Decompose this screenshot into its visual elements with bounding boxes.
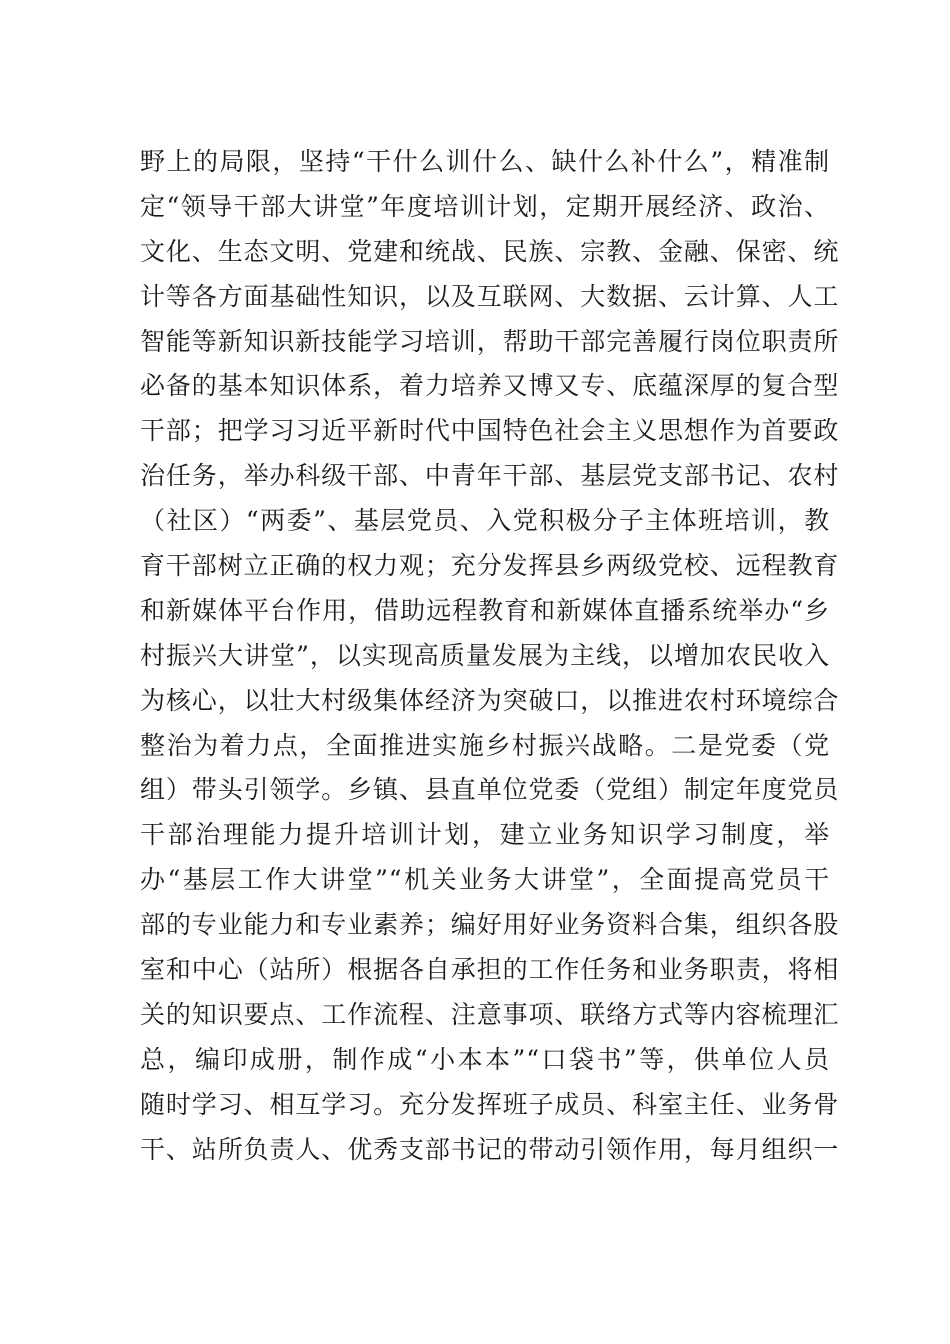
text-line: 必备的基本知识体系，着力培养又博又专、底蕴深厚的复合型 — [140, 371, 840, 401]
text-line: 文化、生态文明、党建和统战、民族、宗教、金融、保密、统 — [140, 236, 840, 266]
text-line: 关的知识要点、工作流程、注意事项、联络方式等内容梳理汇 — [140, 999, 840, 1029]
text-line: 为核心，以壮大村级集体经济为突破口，以推进农村环境综合 — [140, 685, 840, 715]
text-line: 计等各方面基础性知识，以及互联网、大数据、云计算、人工 — [140, 281, 840, 311]
text-line: 随时学习、相互学习。充分发挥班子成员、科室主任、业务骨 — [140, 1089, 840, 1119]
text-line: 整治为着力点，全面推进实施乡村振兴战略。二是党委（党 — [140, 730, 830, 760]
text-line: 部的专业能力和专业素养；编好用好业务资料合集，组织各股 — [140, 910, 840, 940]
text-line: （社区）“两委”、基层党员、入党积极分子主体班培训，教 — [140, 506, 830, 536]
text-line: 干部；把学习习近平新时代中国特色社会主义思想作为首要政 — [140, 416, 840, 446]
text-line: 总，编印成册，制作成“小本本”“口袋书”等，供单位人员 — [140, 1044, 830, 1074]
text-line: 办“基层工作大讲堂”“机关业务大讲堂”，全面提高党员干 — [140, 865, 830, 895]
text-line: 智能等新知识新技能学习培训，帮助干部完善履行岗位职责所 — [140, 326, 840, 356]
text-line: 治任务，举办科级干部、中青年干部、基层党支部书记、农村 — [140, 461, 840, 491]
text-line: 野上的局限，坚持“干什么训什么、缺什么补什么”，精准制 — [140, 147, 830, 176]
text-line: 村振兴大讲堂”，以实现高质量发展为主线，以增加农民收入 — [140, 640, 830, 670]
text-line: 和新媒体平台作用，借助远程教育和新媒体直播系统举办“乡 — [140, 595, 830, 625]
body-paragraph — [140, 140, 840, 1172]
text-line: 干部治理能力提升培训计划，建立业务知识学习制度，举 — [140, 820, 830, 850]
text-line: 室和中心（站所）根据各自承担的工作任务和业务职责，将相 — [140, 955, 840, 985]
text-line: 组）带头引领学。乡镇、县直单位党委（党组）制定年度党员 — [140, 775, 840, 805]
text-line: 干、站所负责人、优秀支部书记的带动引领作用，每月组织一 — [140, 1134, 840, 1164]
text-line: 定“领导干部大讲堂”年度培训计划，定期开展经济、政治、 — [140, 191, 830, 221]
text-line: 育干部树立正确的权力观；充分发挥县乡两级党校、远程教育 — [140, 551, 840, 581]
